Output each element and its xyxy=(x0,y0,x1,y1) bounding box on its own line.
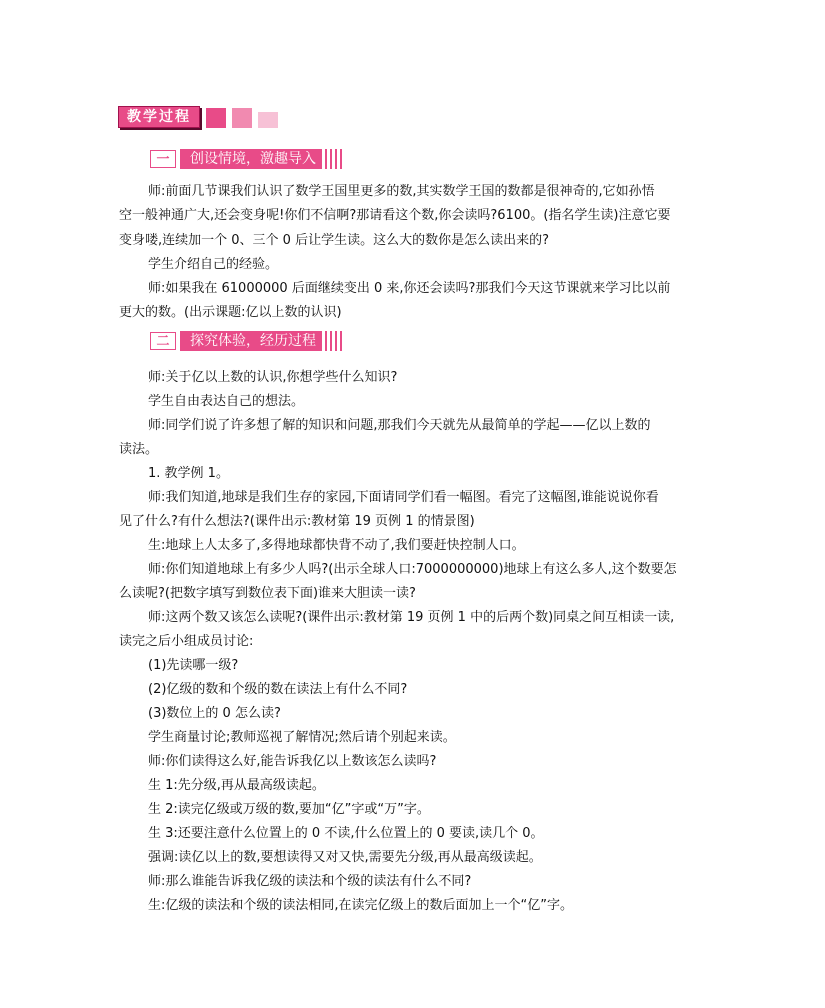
section-title: 探究体验，经历过程 xyxy=(184,331,322,351)
paragraph-line: 强调:读亿以上的数,要想读得又对又快,需要先分级,再从最高级读起。 xyxy=(148,850,542,865)
paragraph-line: 读法。 xyxy=(119,442,159,457)
paragraph-line: 师:关于亿以上数的认识,你想学些什么知识? xyxy=(148,370,398,385)
paragraph-line: 生:亿级的读法和个级的读法相同,在读完亿级上的数后面加上一个“亿”字。 xyxy=(148,898,573,913)
paragraph-line: 见了什么?有什么想法?(课件出示:教材第 19 页例 1 的情景图) xyxy=(119,514,475,529)
paragraph-line: 学生商量讨论;教师巡视了解情况;然后请个别起来读。 xyxy=(148,730,456,745)
paragraph-line: 变身喽,连续加一个 0、三个 0 后让学生读。这么大的数你是怎么读出来的? xyxy=(119,233,549,248)
paragraph-line: 师:如果我在 61000000 后面继续变出 0 来,你还会读吗?那我们今天这节课就来学习比以前 xyxy=(148,281,671,296)
paragraph-line: 读完之后小组成员讨论: xyxy=(119,634,254,649)
paragraph-line: 生 1:先分级,再从最高级读起。 xyxy=(148,778,325,793)
paragraph-line: 学生自由表达自己的想法。 xyxy=(148,394,305,409)
stripes-decor xyxy=(325,331,345,351)
stripes-decor xyxy=(325,149,345,169)
paragraph-line: 师:前面几节课我们认识了数学王国里更多的数,其实数学王国的数都是很神奇的,它如孙悟 xyxy=(148,184,655,199)
decor-square xyxy=(206,108,226,128)
paragraph-line: 生 2:读完亿级或万级的数,要加“亿”字或“万”字。 xyxy=(148,802,430,817)
paragraph-line: (2)亿级的数和个级的数在读法上有什么不同? xyxy=(148,682,408,697)
paragraph-line: 师:我们知道,地球是我们生存的家园,下面请同学们看一幅图。看完了这幅图,谁能说说你看 xyxy=(148,490,659,505)
paragraph-line: 师:那么谁能告诉我亿级的读法和个级的读法有什么不同? xyxy=(148,874,472,889)
paragraph-line: 学生介绍自己的经验。 xyxy=(148,257,279,272)
paragraph-line: 更大的数。(出示课题:亿以上数的认识) xyxy=(119,305,342,320)
paragraph-line: 么读呢?(把数字填写到数位表下面)谁来大胆读一读? xyxy=(119,586,416,601)
paragraph-line: 生:地球上人太多了,多得地球都快背不动了,我们要赶快控制人口。 xyxy=(148,538,525,553)
paragraph-line: 1. 教学例 1。 xyxy=(148,466,229,481)
paragraph-line: 生 3:还要注意什么位置上的 0 不读,什么位置上的 0 要读,读几个 0。 xyxy=(148,826,544,841)
section-number: 二 xyxy=(150,332,176,350)
section-number: 一 xyxy=(150,150,176,168)
paragraph-line: (1)先读哪一级? xyxy=(148,658,239,673)
paragraph-line: 空一般神通广大,还会变身呢!你们不信啊?那请看这个数,你会读吗?6100。(指名学生读)注意它要 xyxy=(119,208,671,223)
decor-square xyxy=(258,112,278,128)
paragraph-line: (3)数位上的 0 怎么读? xyxy=(148,706,281,721)
section-banner-1 xyxy=(150,149,345,169)
decor-square xyxy=(232,108,252,128)
paragraph-line: 师:你们知道地球上有多少人吗?(出示全球人口:7000000000)地球上有这么多人,这个数要怎 xyxy=(148,562,677,577)
header-title: 教学过程 xyxy=(118,106,200,128)
paragraph-line: 师:同学们说了许多想了解的知识和问题,那我们今天就先从最简单的学起——亿以上数的 xyxy=(148,418,651,433)
paragraph-line: 师:这两个数又该怎么读呢?(课件出示:教材第 19 页例 1 中的后两个数)同桌之间互相读一读, xyxy=(148,610,675,625)
section-title: 创设情境，激趣导入 xyxy=(184,149,322,169)
paragraph-line: 师:你们读得这么好,能告诉我亿以上数该怎么读吗? xyxy=(148,754,437,769)
teaching-process-header xyxy=(118,106,278,128)
section-banner-2 xyxy=(150,331,345,351)
